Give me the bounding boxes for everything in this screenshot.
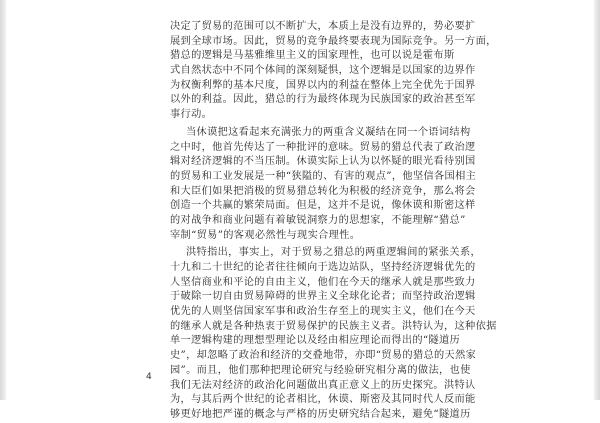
- text-line: 史”，却忽略了政治和经济的交叠地带，亦即“贸易的猎总的天然家: [170, 350, 477, 362]
- body-text: [170, 20, 497, 423]
- text-line: 猎总的逻辑是马基雅维里主义的国家理性，也可以说是霍布斯: [170, 50, 455, 62]
- text-line: 辑对经济逻辑的不当压制。休谟实际上认为以怀疑的眼光看待别国: [170, 156, 476, 168]
- text-line: 的贸易和工业发展是一种“狭隘的、有害的观点”，他坚信各国相主: [170, 170, 477, 182]
- text-line: 创造一个共赢的繁荣局面。但是，这并不是说，像休谟和斯密这样: [170, 200, 476, 212]
- text-line: 之中时，他首先传达了一种批评的意味。贸易的猎总代表了政治逻: [170, 141, 476, 153]
- text-line: 人坚信商业和平论的自由主义，他们在今天的继承人就是那些致力: [170, 276, 476, 288]
- text-line: 当休谟把这看起来充满张力的两重含义凝结在同一个语词结构: [186, 126, 471, 138]
- text-line: 的继承人就是各种热衷于贸易保护的民族主义者。洪特认为，这种依据: [170, 320, 497, 332]
- scan-right-edge: [594, 0, 600, 400]
- text-line: 于破除一切自由贸易障碍的世界主义全球化论者；而坚持政治逻辑: [170, 291, 476, 303]
- text-line: 单一逻辑构建的理想型理论以及经由相应理论而得出的“隧道历: [170, 335, 461, 347]
- text-line: 优先的人则坚信国家军事和政治生存至上的现实主义，他们在今天: [170, 306, 476, 318]
- text-line: 展到全球市场。因此，贸易的竞争最终要表现为国际竞争。另一方面，: [170, 35, 497, 47]
- text-line: 决定了贸易的范围可以不断扩大，本质上是没有边界的，势必要扩: [170, 21, 476, 32]
- paragraph-3: [170, 246, 497, 422]
- text-line: 为权衡利弊的基本尺度，国界以内的利益在整体上完全优先于国界: [170, 79, 476, 91]
- text-line: 的对战争和商业问题有着敏锐洞察力的思想家，不能理解“猎总”: [170, 214, 466, 226]
- scan-left-edge: [0, 0, 6, 400]
- text-line: 十九和二十世纪的论者往往倾向于选边站队，坚持经济逻辑优先的: [170, 262, 476, 273]
- text-line: 够更好地把严谨的概念与严格的历史研究结合起来，避免“隧道历: [170, 408, 471, 420]
- text-line: 我们无法对经济的政治化问题做出真正意义上的历史探究。洪特认: [170, 379, 476, 391]
- text-line: 式自然状态中不同个体间的深刻疑惧，这个逻辑是以国家的边界作: [170, 65, 476, 77]
- text-line: 和大臣们如果把消极的贸易猎总转化为积极的经济竞争，那么将会: [170, 185, 476, 197]
- text-line: 洪特指出，事实上，对于贸易之猎总的两重逻辑间的紧张关系，: [186, 247, 482, 259]
- text-line: 园”。而且，他们那种把理论研究与经验研究相分离的做法，也使: [170, 364, 471, 376]
- text-line: 宰制“贸易”的客观必然性与现实合理性。: [170, 229, 361, 241]
- text-line: 为，与其后两个世纪的论者相比，休谟、斯密及其同时代人反而能: [170, 394, 476, 406]
- text-line: 以外的利益。因此，猎总的行为最终体现为民族国家的政治甚至军: [170, 94, 476, 106]
- paragraph-1: [170, 20, 497, 123]
- page-number: 4: [146, 372, 152, 382]
- paragraph-2: [170, 126, 477, 244]
- text-line: 事行动。: [170, 109, 213, 121]
